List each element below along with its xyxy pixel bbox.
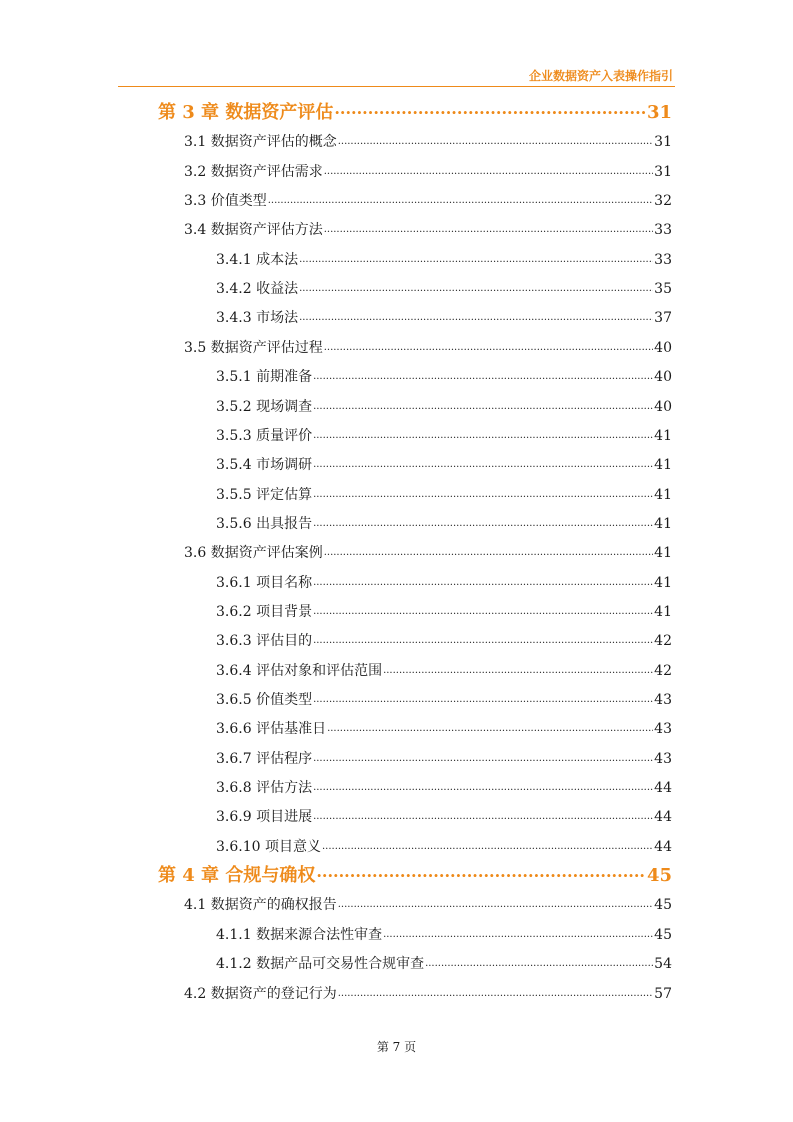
toc-subsection-entry[interactable] bbox=[216, 778, 672, 800]
toc-section-entry[interactable] bbox=[184, 191, 672, 213]
toc-dot-leader bbox=[324, 162, 653, 182]
toc-subsection-entry[interactable] bbox=[216, 661, 672, 683]
toc-subsection-entry[interactable] bbox=[216, 719, 672, 741]
toc-entry-page-number: 37 bbox=[654, 310, 672, 327]
toc-entry-label: 3.5.4 市场调研 bbox=[216, 457, 313, 474]
toc-entry-page-number: 43 bbox=[654, 721, 672, 738]
toc-entry-page-number: 41 bbox=[654, 574, 672, 591]
toc-dot-leader bbox=[324, 338, 653, 358]
toc-entry-page-number: 35 bbox=[654, 281, 672, 298]
toc-chapter-entry[interactable] bbox=[158, 103, 672, 123]
toc-dot-leader bbox=[324, 220, 653, 240]
toc-entry-page-number: 41 bbox=[654, 515, 672, 532]
toc-chapter-entry[interactable] bbox=[158, 866, 672, 886]
toc-entry-page-number: 41 bbox=[654, 486, 672, 503]
toc-entry-page-number: 42 bbox=[654, 633, 672, 650]
toc-subsection-entry[interactable] bbox=[216, 690, 672, 712]
toc-dot-leader bbox=[268, 191, 653, 211]
toc-entry-page-number: 40 bbox=[654, 398, 672, 415]
toc-entry-page-number: 41 bbox=[654, 545, 672, 562]
toc-dot-leader bbox=[299, 250, 653, 270]
toc-subsection-entry[interactable] bbox=[216, 749, 672, 771]
toc-subsection-entry[interactable] bbox=[216, 250, 672, 272]
toc-dot-leader bbox=[313, 807, 653, 827]
header-rule bbox=[118, 86, 675, 87]
toc-entry-page-number: 33 bbox=[654, 222, 672, 239]
toc-dot-leader bbox=[299, 308, 653, 328]
toc-entry-label: 3.4.3 市场法 bbox=[216, 310, 299, 327]
toc-entry-label: 3.1 数据资产评估的概念 bbox=[184, 134, 337, 151]
toc-dot-leader bbox=[313, 602, 653, 622]
toc-entry-label: 3.4.2 收益法 bbox=[216, 281, 299, 298]
toc-entry-label: 3.4.1 成本法 bbox=[216, 251, 299, 268]
toc-entry-page-number: 31 bbox=[646, 102, 672, 123]
toc-subsection-entry[interactable] bbox=[216, 514, 672, 536]
toc-subsection-entry[interactable] bbox=[216, 367, 672, 389]
toc-dot-leader bbox=[383, 925, 653, 945]
toc-entry-label: 3.5 数据资产评估过程 bbox=[184, 339, 323, 356]
toc-section-entry[interactable] bbox=[184, 132, 672, 154]
toc-subsection-entry[interactable] bbox=[216, 455, 672, 477]
toc-dot-leader bbox=[322, 837, 653, 857]
toc-entry-label: 4.1.1 数据来源合法性审查 bbox=[216, 926, 383, 943]
toc-subsection-entry[interactable] bbox=[216, 925, 672, 947]
toc-entry-label: 3.5.5 评定估算 bbox=[216, 486, 313, 503]
toc-dot-leader bbox=[313, 690, 653, 710]
toc-section-entry[interactable] bbox=[184, 895, 672, 917]
toc-entry-page-number: 45 bbox=[646, 865, 672, 887]
toc-subsection-entry[interactable] bbox=[216, 807, 672, 829]
toc-entry-label: 3.5.1 前期准备 bbox=[216, 369, 313, 386]
toc-entry-page-number: 44 bbox=[654, 838, 672, 855]
toc-entry-page-number: 43 bbox=[654, 692, 672, 708]
toc-subsection-entry[interactable] bbox=[216, 308, 672, 330]
running-header-title: 企业数据资产入表操作指引 bbox=[528, 69, 673, 83]
toc-dot-leader bbox=[313, 367, 653, 387]
toc-entry-label: 3.3 价值类型 bbox=[184, 193, 267, 210]
toc-dot-leader bbox=[338, 984, 653, 1004]
toc-entry-label: 3.6.5 价值类型 bbox=[216, 692, 313, 708]
toc-entry-label: 第 3 章 数据资产评估 bbox=[158, 102, 334, 123]
toc-subsection-entry[interactable] bbox=[216, 426, 672, 448]
toc-entry-page-number: 45 bbox=[654, 926, 672, 943]
toc-entry-label: 3.4 数据资产评估方法 bbox=[184, 222, 323, 239]
toc-subsection-entry[interactable] bbox=[216, 279, 672, 301]
toc-dot-leader bbox=[383, 661, 653, 681]
toc-section-entry[interactable] bbox=[184, 162, 672, 184]
toc-entry-page-number: 54 bbox=[654, 956, 672, 973]
toc-entry-page-number: 42 bbox=[654, 662, 672, 679]
toc-entry-label: 3.6.1 项目名称 bbox=[216, 574, 313, 591]
toc-dot-leader bbox=[313, 514, 653, 534]
toc-entry-page-number: 41 bbox=[654, 457, 672, 474]
toc-entry-label: 3.6 数据资产评估案例 bbox=[184, 545, 323, 562]
toc-dot-leader bbox=[338, 895, 653, 915]
toc-entry-label: 4.1.2 数据产品可交易性合规审查 bbox=[216, 956, 425, 973]
toc-subsection-entry[interactable] bbox=[216, 602, 672, 624]
toc-dot-leader bbox=[313, 426, 653, 446]
toc-entry-label: 3.6.2 项目背景 bbox=[216, 603, 313, 620]
toc-section-entry[interactable] bbox=[184, 984, 672, 1006]
toc-entry-page-number: 57 bbox=[654, 985, 672, 1002]
toc-entry-label: 第 4 章 合规与确权 bbox=[158, 865, 316, 887]
toc-entry-page-number: 44 bbox=[654, 809, 672, 826]
toc-entry-page-number: 40 bbox=[654, 339, 672, 356]
toc-entry-label: 3.6.10 项目意义 bbox=[216, 838, 321, 855]
toc-entry-label: 3.6.4 评估对象和评估范围 bbox=[216, 662, 383, 679]
toc-entry-label: 3.6.6 评估基准日 bbox=[216, 721, 327, 738]
toc-entry-label: 4.2 数据资产的登记行为 bbox=[184, 985, 337, 1002]
toc-entry-label: 3.2 数据资产评估需求 bbox=[184, 163, 323, 180]
toc-entry-page-number: 44 bbox=[654, 780, 672, 797]
toc-section-entry[interactable] bbox=[184, 543, 672, 565]
toc-dot-leader bbox=[299, 279, 653, 299]
toc-entry-page-number: 41 bbox=[654, 427, 672, 444]
toc-entry-label: 3.5.6 出具报告 bbox=[216, 515, 313, 532]
toc-entry-page-number: 31 bbox=[654, 134, 672, 151]
toc-entry-label: 3.6.8 评估方法 bbox=[216, 780, 313, 797]
toc-entry-page-number: 43 bbox=[654, 750, 672, 767]
toc-entry-page-number: 33 bbox=[654, 251, 672, 268]
toc-dot-leader bbox=[313, 485, 653, 505]
toc-entry-label: 3.5.3 质量评价 bbox=[216, 427, 313, 444]
toc-dot-leader bbox=[316, 862, 646, 882]
toc-entry-label: 3.6.3 评估目的 bbox=[216, 633, 313, 650]
toc-entry-page-number: 41 bbox=[654, 603, 672, 620]
toc-entry-page-number: 40 bbox=[654, 369, 672, 386]
toc-entry-label: 3.5.2 现场调查 bbox=[216, 398, 313, 415]
toc-dot-leader bbox=[338, 132, 653, 152]
toc-section-entry[interactable] bbox=[184, 220, 672, 242]
toc-entry-label: 3.6.9 项目进展 bbox=[216, 809, 313, 826]
toc-subsection-entry[interactable] bbox=[216, 954, 672, 976]
toc-dot-leader bbox=[313, 631, 653, 651]
toc-entry-page-number: 31 bbox=[654, 163, 672, 180]
toc-subsection-entry[interactable] bbox=[216, 485, 672, 507]
toc-subsection-entry[interactable] bbox=[216, 631, 672, 653]
page-number: 第 7 页 bbox=[376, 1040, 417, 1054]
toc-dot-leader bbox=[313, 749, 653, 769]
toc-dot-leader bbox=[324, 543, 653, 563]
toc-dot-leader bbox=[313, 397, 653, 417]
toc-dot-leader bbox=[313, 778, 653, 798]
toc-dot-leader bbox=[313, 455, 653, 475]
toc-dot-leader bbox=[313, 573, 653, 593]
toc-entry-page-number: 45 bbox=[654, 897, 672, 914]
toc-dot-leader bbox=[334, 99, 646, 119]
toc-subsection-entry[interactable] bbox=[216, 573, 672, 595]
toc-dot-leader bbox=[425, 954, 653, 974]
toc-entry-label: 4.1 数据资产的确权报告 bbox=[184, 897, 337, 914]
toc-dot-leader bbox=[327, 719, 653, 739]
toc-section-entry[interactable] bbox=[184, 338, 672, 360]
toc-entry-page-number: 32 bbox=[654, 193, 672, 210]
toc-subsection-entry[interactable] bbox=[216, 397, 672, 419]
toc-entry-label: 3.6.7 评估程序 bbox=[216, 750, 313, 767]
toc-subsection-entry[interactable] bbox=[216, 837, 672, 859]
